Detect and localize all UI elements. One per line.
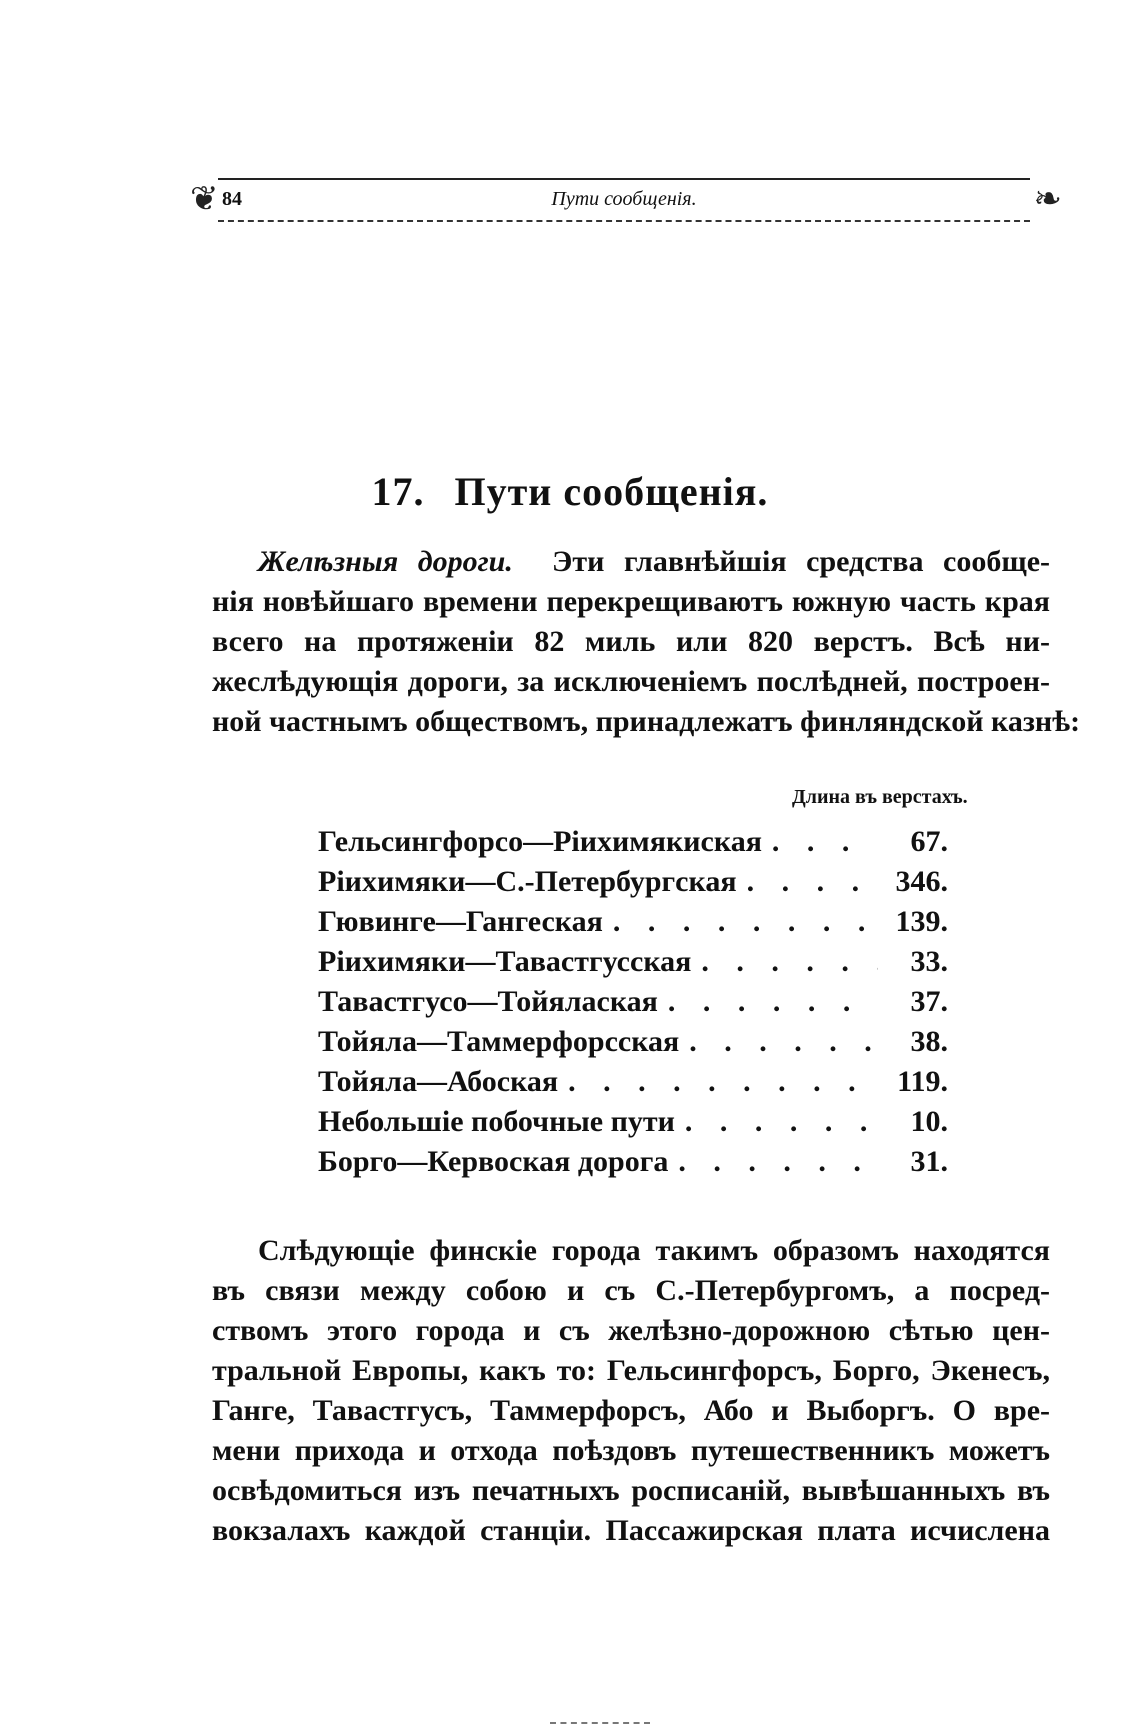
italic-lead: Желѣзныя дороги.: [258, 545, 513, 578]
paragraph-line: нія новѣйшаго времени перекрещиваютъ южную часть края: [212, 585, 1050, 618]
dot-leader: [772, 822, 878, 862]
paragraph-line: вокзалахъ каждой станціи. Пассажирская плата исчислена: [212, 1514, 1050, 1547]
railway-name: Ріихимяки—С.-Петербургская: [318, 862, 747, 902]
paragraph-line: всего на протяженіи 82 миль или 820 верстъ. Всѣ ни-: [212, 625, 1050, 658]
railway-length: 119.: [897, 1065, 948, 1098]
dot-leader: [613, 902, 878, 942]
section-number: 17.: [371, 469, 425, 514]
table-column-header: Длина въ верстахъ.: [792, 786, 968, 808]
paragraph-line: Желѣзныя дороги. Эти главнѣйшія средства сообще-: [258, 545, 1050, 578]
running-header: [190, 178, 1062, 226]
table-row: [318, 822, 948, 862]
railway-length: 346.: [895, 865, 948, 898]
table-row: [318, 862, 948, 902]
railway-name: Тойяла—Таммерфорсская: [318, 1022, 689, 1062]
table-row: [318, 1142, 948, 1182]
left-ornament-icon: ❦: [190, 181, 219, 218]
page-number: 84: [222, 188, 242, 210]
dot-leader: [747, 862, 878, 902]
paragraph-cities: [212, 1231, 1050, 1551]
railway-length: 67.: [910, 825, 948, 858]
right-ornament-icon: ❧: [1033, 181, 1062, 218]
railway-length: 38.: [910, 1025, 948, 1058]
paragraph-line: въ связи между собою и съ С.-Петербургомъ, а посред-: [212, 1274, 1050, 1307]
table-row: [318, 1102, 948, 1142]
railway-name: Ріихимяки—Тавастгусская: [318, 942, 701, 982]
railway-name: Гельсингфорсо—Ріихимякиская: [318, 822, 772, 862]
paragraph-line: Ганге, Тавастгусъ, Таммерфорсъ, Або и Выборгъ. О вре-: [212, 1394, 1050, 1427]
dot-leader: [678, 1142, 878, 1182]
paragraph-line: тральной Европы, какъ то: Гельсингфорсъ, Борго, Экенесъ,: [212, 1354, 1050, 1387]
paragraph-line: освѣдомиться изъ печатныхъ росписаній, вывѣшанныхъ въ: [212, 1474, 1050, 1507]
railway-length: 33.: [910, 945, 948, 978]
railway-name: Гювинге—Гангеская: [318, 902, 613, 942]
railway-name: Небольшіе побочные пути: [318, 1102, 685, 1142]
section-title: Пути сообщенія.: [454, 469, 769, 514]
railway-name: Борго—Кервоская дорога: [318, 1142, 678, 1182]
paragraph-line: ной частнымъ обществомъ, принадлежатъ финляндской казнѣ:: [212, 705, 1081, 738]
dot-leader: [701, 942, 878, 982]
railway-name: Тавастгусо—Тойялаская: [318, 982, 668, 1022]
paragraph-line: Слѣдующіе финскіе города такимъ образомъ находятся: [258, 1234, 1050, 1267]
table-row: [318, 1062, 948, 1102]
dot-leader: [568, 1062, 878, 1102]
dot-leader: [689, 1022, 878, 1062]
running-title: Пути сообщенія.: [551, 188, 697, 210]
table-row: [318, 902, 948, 942]
railway-name: Тойяла—Абоская: [318, 1062, 568, 1102]
table-row: [318, 1022, 948, 1062]
dot-leader: [668, 982, 878, 1022]
footer-rule: [550, 1722, 650, 1724]
paragraph-line: жеслѣдующія дороги, за исключеніемъ послѣдней, построен-: [212, 665, 1050, 698]
header-bottom-rule: [218, 220, 1030, 222]
paragraph-line: ствомъ этого города и съ желѣзно-дорожною сѣтью цен-: [212, 1314, 1050, 1347]
railway-length: 139.: [895, 905, 948, 938]
table-row: [318, 982, 948, 1022]
table-row: [318, 942, 948, 982]
railway-length: 37.: [910, 985, 948, 1018]
railway-length: 10.: [910, 1105, 948, 1138]
dot-leader: [685, 1102, 878, 1142]
section-heading: [0, 468, 1140, 515]
header-top-rule: [218, 178, 1030, 180]
railway-table: [318, 822, 948, 1182]
paragraph-railways: [212, 542, 1081, 742]
paragraph-line: мени прихода и отхода поѣздовъ путешественникъ можетъ: [212, 1434, 1050, 1467]
railway-length: 31.: [910, 1145, 948, 1178]
